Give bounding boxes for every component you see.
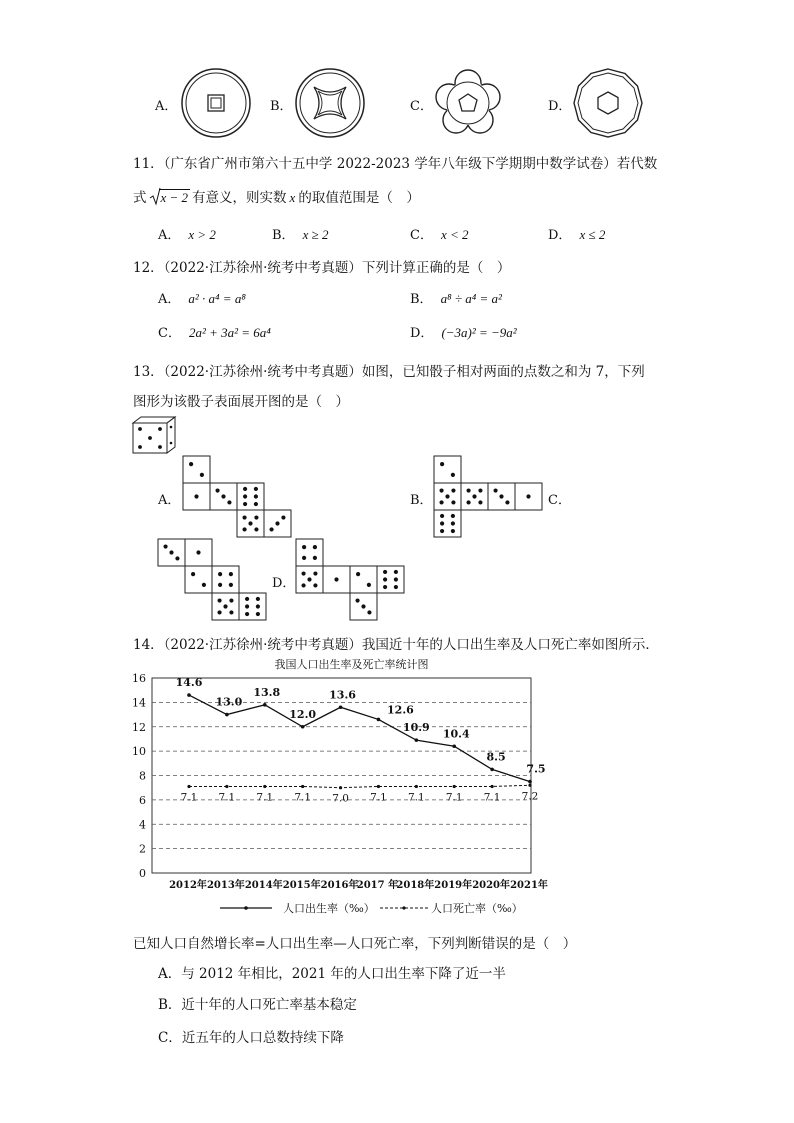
x-tick-label: 2017 年 — [356, 880, 399, 891]
birth-rate-label: 10.4 — [442, 727, 470, 741]
death-rate-label: 7.1 — [218, 791, 236, 804]
birth-rate-point — [452, 744, 456, 748]
birth-rate-label: 8.5 — [486, 750, 506, 764]
q11-line2-post: 有意义，则实数 — [192, 190, 287, 206]
x-tick-label: 2020年 — [472, 880, 511, 891]
q13-line2: 图形为该骰子表面展开图的是（ ） — [133, 394, 349, 410]
legend-birth-marker — [244, 906, 248, 910]
q13-option-c-label: C． — [548, 493, 571, 508]
death-rate-point — [187, 785, 190, 788]
q11-option-c: C． x < 2 — [410, 227, 469, 243]
q12-option-c: C． 2a² + 3a² = 6a⁴ — [158, 325, 271, 341]
birth-rate-point — [528, 780, 532, 784]
birth-rate-point — [415, 738, 419, 742]
death-rate-label: 7.2 — [521, 790, 539, 803]
q14-option-c: C．近五年的人口总数持续下降 — [158, 1030, 344, 1046]
birth-rate-label: 12.6 — [387, 703, 414, 717]
y-tick-label: 16 — [132, 672, 146, 685]
y-tick-label: 2 — [139, 842, 146, 856]
option-c-label: C． — [410, 99, 433, 114]
q14-source: （2022·江苏徐州·统考中考真题） — [163, 637, 362, 653]
x-tick-label: 2015年 — [282, 880, 321, 891]
death-rate-label: 7.1 — [180, 791, 198, 804]
q13-option-d-label: D． — [272, 576, 296, 591]
y-tick-label: 8 — [139, 769, 146, 783]
q13-option-a-label: A． — [158, 493, 181, 508]
q11-option-b: B． x ≥ 2 — [272, 227, 329, 243]
q11-line2-pre: 式 — [133, 190, 147, 206]
q11-var: x — [289, 190, 296, 205]
birth-rate-point — [187, 693, 191, 697]
birth-rate-point — [301, 725, 305, 729]
q11-line2-end: 的取值范围是（ ） — [298, 190, 420, 206]
death-rate-label: 7.1 — [294, 791, 312, 804]
y-tick-label: 12 — [132, 720, 146, 734]
option-b-label: B． — [270, 99, 293, 114]
q12-text: 下列计算正确的是（ ） — [361, 260, 511, 276]
death-rate-point — [225, 785, 228, 788]
death-rate-point — [301, 785, 304, 788]
birth-rate-label: 13.6 — [329, 688, 356, 702]
x-tick-label: 2021年 — [510, 880, 548, 891]
death-rate-point — [528, 784, 531, 787]
radicand: x − 2 — [160, 190, 189, 205]
option-d-label: D． — [548, 99, 572, 114]
legend-death-label: 人口死亡率（‰） — [431, 902, 523, 915]
death-rate-label: 7.1 — [483, 791, 501, 804]
q14-number: 14． — [133, 637, 164, 653]
y-tick-label: 0 — [139, 867, 146, 880]
q14-text: 我国近十年的人口出生率及人口死亡率如图所示． — [361, 637, 659, 653]
x-tick-label: 2018年 — [396, 880, 435, 891]
birth-rate-point — [339, 705, 343, 709]
x-tick-label: 2016年 — [320, 880, 359, 891]
x-tick-label: 2019年 — [434, 880, 473, 891]
death-rate-point — [377, 785, 380, 788]
legend-death-marker — [402, 906, 405, 909]
death-rate-point — [453, 785, 456, 788]
q13-option-b-label: B． — [410, 493, 433, 508]
x-tick-label: 2013年 — [206, 880, 245, 891]
death-rate-label: 7.1 — [407, 791, 425, 804]
q11-option-a: A． x > 2 — [158, 227, 216, 243]
q14-option-b: B．近十年的人口死亡率基本稳定 — [158, 997, 357, 1013]
q11-source: （广东省广州市第六十五中学 2022-2023 学年八年级下学期期中数学试卷） — [163, 156, 617, 172]
q12-source: （2022·江苏徐州·统考中考真题） — [163, 260, 362, 276]
birth-rate-label: 14.6 — [175, 676, 203, 690]
q12-option-b: B． a⁸ ÷ a⁴ = a² — [410, 291, 502, 307]
death-rate-line — [189, 785, 530, 787]
q13-number: 13． — [133, 364, 164, 380]
death-rate-label: 7.1 — [445, 791, 463, 804]
q11-option-d: D． x ≤ 2 — [548, 227, 606, 243]
q12-number: 12． — [133, 260, 164, 276]
death-rate-point — [339, 786, 342, 789]
birth-rate-point — [225, 713, 229, 717]
x-tick-label: 2014年 — [244, 880, 283, 891]
legend-birth-label: 人口出生率（‰） — [283, 902, 375, 915]
death-rate-point — [263, 785, 266, 788]
birth-rate-point — [377, 718, 381, 722]
q11-text-tail: 若代数 — [616, 156, 658, 172]
birth-rate-label: 13.0 — [215, 695, 243, 709]
birth-rate-point — [263, 703, 267, 707]
y-tick-label: 14 — [132, 696, 146, 710]
death-rate-label: 7.1 — [256, 791, 274, 804]
q14-option-a: A．与 2012 年相比，2021 年的人口出生率下降了近一半 — [158, 966, 506, 982]
q14-after-text: 已知人口自然增长率=人口出生率—人口死亡率，下列判断错误的是（ ） — [133, 936, 577, 952]
birth-rate-label: 12.0 — [289, 707, 317, 721]
birth-rate-point — [490, 768, 494, 772]
death-rate-point — [415, 785, 418, 788]
q13-text: 如图，已知骰子相对两面的点数之和为 7，下列 — [361, 364, 645, 380]
y-tick-label: 10 — [132, 745, 146, 759]
birth-rate-label: 10.9 — [402, 721, 430, 735]
y-tick-label: 4 — [139, 818, 146, 832]
death-rate-label: 7.0 — [332, 792, 349, 805]
q11-number: 11． — [133, 156, 164, 172]
q13-source: （2022·江苏徐州·统考中考真题） — [163, 364, 362, 380]
death-rate-label: 7.1 — [370, 791, 387, 804]
x-tick-label: 2012年 — [169, 880, 207, 891]
birth-rate-label: 7.5 — [526, 762, 546, 776]
option-a-label: A． — [155, 99, 178, 114]
y-tick-label: 6 — [139, 793, 146, 807]
q12-option-a: A． a² · a⁴ = a⁸ — [158, 291, 246, 307]
chart-title: 我国人口出生率及死亡率统计图 — [274, 658, 429, 671]
death-rate-point — [491, 785, 494, 788]
birth-rate-label: 13.8 — [253, 685, 281, 699]
q12-option-d: D． (−3a)² = −9a² — [410, 325, 517, 341]
